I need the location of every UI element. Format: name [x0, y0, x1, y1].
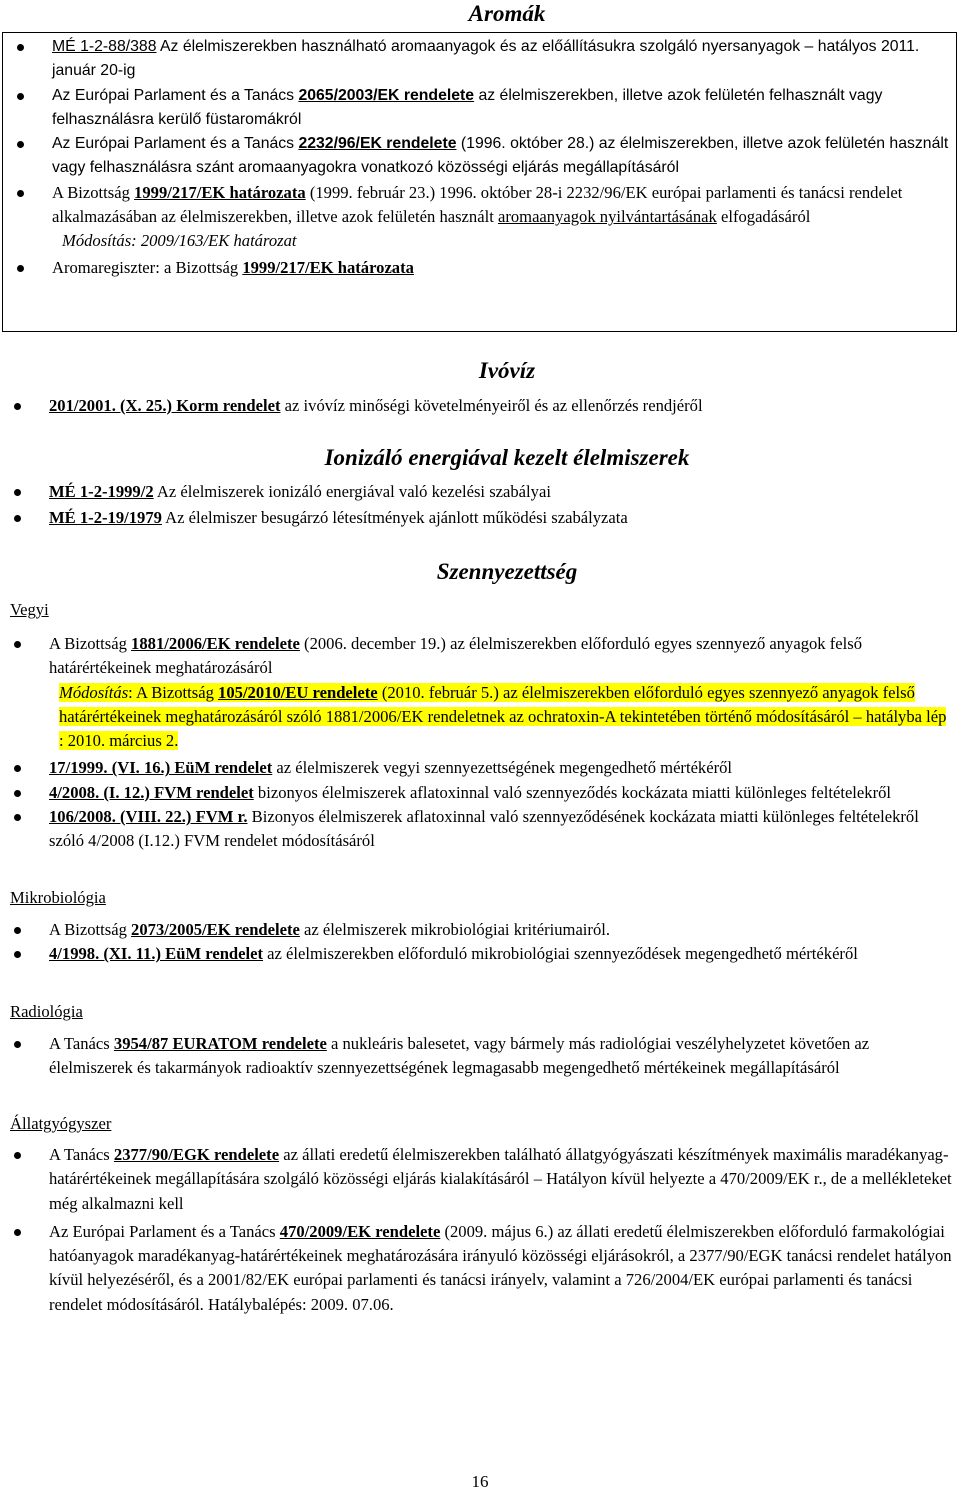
regulation-link[interactable]: aromaanyagok nyilvántartásának	[497, 207, 717, 227]
list-item: A Bizottság 2073/2005/EK rendelete az élelmiszerek mikrobiológiai kritériumairól.	[0, 918, 958, 942]
section-title-ionizalo: Ionizáló energiával kezelt élelmiszerek	[324, 445, 690, 470]
category-vegyi: Vegyi	[10, 600, 49, 619]
amendment-block: Módosítás: A Bizottság 105/2010/EU rendelete (2010. február 5.) az élelmiszerekben előforduló egyes szennyező anyagok felső határértékeinek meghatározásáról szóló 1881/2006/EK rendeletnek az ochratoxin-A tekintetében történő módosításáról – hatályba lép : 2010. március 2.	[59, 682, 947, 751]
regulation-link[interactable]: 4/2008. (I. 12.) FVM rendelet	[49, 782, 254, 802]
regulation-link[interactable]: 2065/2003/EK rendelete	[298, 86, 475, 104]
ionizalo-list	[0, 480, 958, 531]
list-item: 106/2008. (VIII. 22.) FVM r. Bizonyos élelmiszerek aflatoxinnal való szennyeződésének kockázata miatti különleges feltételekről szóló 4/2008 (I.12.) FVM rendelet módosításáról	[0, 805, 958, 854]
amendment-line: Módosítás: 2009/163/EK határozat	[62, 231, 297, 251]
list-item: 4/1998. (XI. 11.) EüM rendelet az élelmiszerekben előforduló mikrobiológiai szennyeződések megengedhető mértékéről	[0, 942, 958, 966]
regulation-link[interactable]: MÉ 1-2-19/1979	[49, 508, 162, 528]
vegyi-list	[0, 632, 958, 854]
regulation-link[interactable]: 106/2008. (VIII. 22.) FVM r.	[49, 807, 248, 827]
regulation-link[interactable]: 201/2001. (X. 25.) Korm rendelet	[49, 396, 281, 415]
list-item: MÉ 1-2-88/388 Az élelmiszerekben használható aromaanyagok és az előállításukra szolgáló nyersanyagok – hatályos 2011. január 20-ig	[3, 35, 956, 84]
section-title-aromak: Aromák	[468, 1, 546, 26]
regulation-link[interactable]: 2073/2005/EK rendelete	[131, 920, 300, 939]
regulation-link[interactable]: 1999/217/EK határozata	[242, 257, 414, 277]
regulation-link[interactable]: MÉ 1-2-1999/2	[49, 482, 154, 501]
list-item: A Bizottság 1999/217/EK határozata (1999. február 23.) 1996. október 28-i 2232/96/EK európai parlamenti és tanácsi rendelet alkalmazásában az élelmiszerekben, illetve azok felületén használt aromaanyagok nyilvántartásának elfogadásáról Módosítás: 2009/163/EK határozat	[3, 181, 956, 254]
mikro-list	[0, 918, 958, 967]
list-item: Az Európai Parlament és a Tanács 2065/2003/EK rendelete az élelmiszerekben, illetve azok felületén felhasznált vagy felhasználásra kerülő füstaromákról	[3, 84, 956, 133]
aromak-box	[2, 32, 957, 332]
list-item: A Bizottság 1881/2006/EK rendelete (2006. december 19.) az élelmiszerekben előforduló egyes szennyező anyagok felső határértékeinek meghatározásáról Módosítás: A Bizottság 105/2010/EU rendelete (2010. február 5.) az élelmiszerekben előforduló egyes szennyező anyagok felső határértékeinek meghatározásáról szóló 1881/2006/EK rendeletnek az ochratoxin-A tekintetében történő módosításáról – hatályba lép : 2010. március 2.	[0, 632, 958, 753]
category-radiologia: Radiológia	[10, 1002, 83, 1021]
regulation-link[interactable]: 2232/96/EK rendelete	[298, 135, 457, 153]
regulation-link[interactable]: MÉ 1-2-88/388	[52, 38, 157, 55]
allat-list	[0, 1143, 958, 1317]
regulation-link[interactable]: 1881/2006/EK rendelete	[131, 634, 300, 653]
page-number: 16	[471, 1472, 489, 1491]
regulation-link[interactable]: 1999/217/EK határozata	[134, 182, 306, 202]
list-item: A Tanács 2377/90/EGK rendelete az állati eredetű élelmiszerekben található állatgyógyászati készítmények maximális maradékanyag-határértékeinek megállapítására szolgáló közösségi eljárás kialakításáról – Hatályon kívül helyezte a 470/2009/EK r., de a mellékleteket még alkalmazni kell	[0, 1143, 958, 1216]
list-item: Az Európai Parlament és a Tanács 470/2009/EK rendelete (2009. május 6.) az állati eredetű élelmiszerekben előforduló farmakológiai hatóanyagok maradékanyag-határértékeinek meghatározására irányuló közösségi eljárásokról, a 2377/90/EGK tanácsi rendelet hatályon kívül helyezéséről, és a 2001/82/EK európai parlamenti és tanácsi irányelv, valamint a 726/2004/EK európai parlamenti és tanácsi rendelet módosításáról. Hatálybalépés: 2009. 07.06.	[0, 1220, 958, 1317]
regulation-link[interactable]: 105/2010/EU rendelete	[218, 682, 378, 702]
section-title-szennyezettseg: Szennyezettség	[436, 559, 578, 584]
list-item: A Tanács 3954/87 EURATOM rendelete a nukleáris balesetet, vagy bármely más radiológiai veszélyhelyzetet követően az élelmiszerek és takarmányok radioaktív szennyezettségének legmagasabb megengedhető mértékeinek megállapításáról	[0, 1032, 958, 1081]
section-title-ivoviz: Ivóvíz	[478, 358, 536, 383]
regulation-link[interactable]: 470/2009/EK rendelete	[279, 1221, 441, 1241]
list-item: 17/1999. (VI. 16.) EüM rendelet az élelmiszerek vegyi szennyezettségének megengedhető mértékéről	[0, 756, 958, 780]
radio-list	[0, 1032, 958, 1081]
list-item: Aromaregiszter: a Bizottság 1999/217/EK határozata	[3, 256, 956, 280]
list-item: 201/2001. (X. 25.) Korm rendelet az ivóvíz minőségi követelményeiről és az ellenőrzés rendjéről	[0, 394, 958, 418]
list-item: MÉ 1-2-19/1979 Az élelmiszer besugárzó létesítmények ajánlott működési szabályzata	[0, 506, 958, 530]
regulation-link[interactable]: 2377/90/EGK rendelete	[113, 1145, 280, 1164]
list-item: MÉ 1-2-1999/2 Az élelmiszerek ionizáló energiával való kezelési szabályai	[0, 480, 958, 504]
regulation-link[interactable]: 4/1998. (XI. 11.) EüM rendelet	[49, 944, 264, 964]
ivoviz-list	[0, 394, 958, 418]
category-mikrobiologia: Mikrobiológia	[10, 888, 106, 907]
category-allatgyogyszer: Állatgyógyszer	[10, 1114, 112, 1133]
list-item: 4/2008. (I. 12.) FVM rendelet bizonyos élelmiszerek aflatoxinnal való szennyeződés kockázata miatti különleges feltételekről	[0, 781, 958, 805]
regulation-link[interactable]: 3954/87 EURATOM rendelete	[113, 1034, 327, 1053]
regulation-link[interactable]: 17/1999. (VI. 16.) EüM rendelet	[49, 758, 273, 778]
list-item: Az Európai Parlament és a Tanács 2232/96/EK rendelete (1996. október 28.) az élelmiszerekben, illetve azok felületén használt vagy felhasználásra szánt aromaanyagokra vonatkozó közösségi eljárás megállapításáról	[3, 132, 956, 181]
